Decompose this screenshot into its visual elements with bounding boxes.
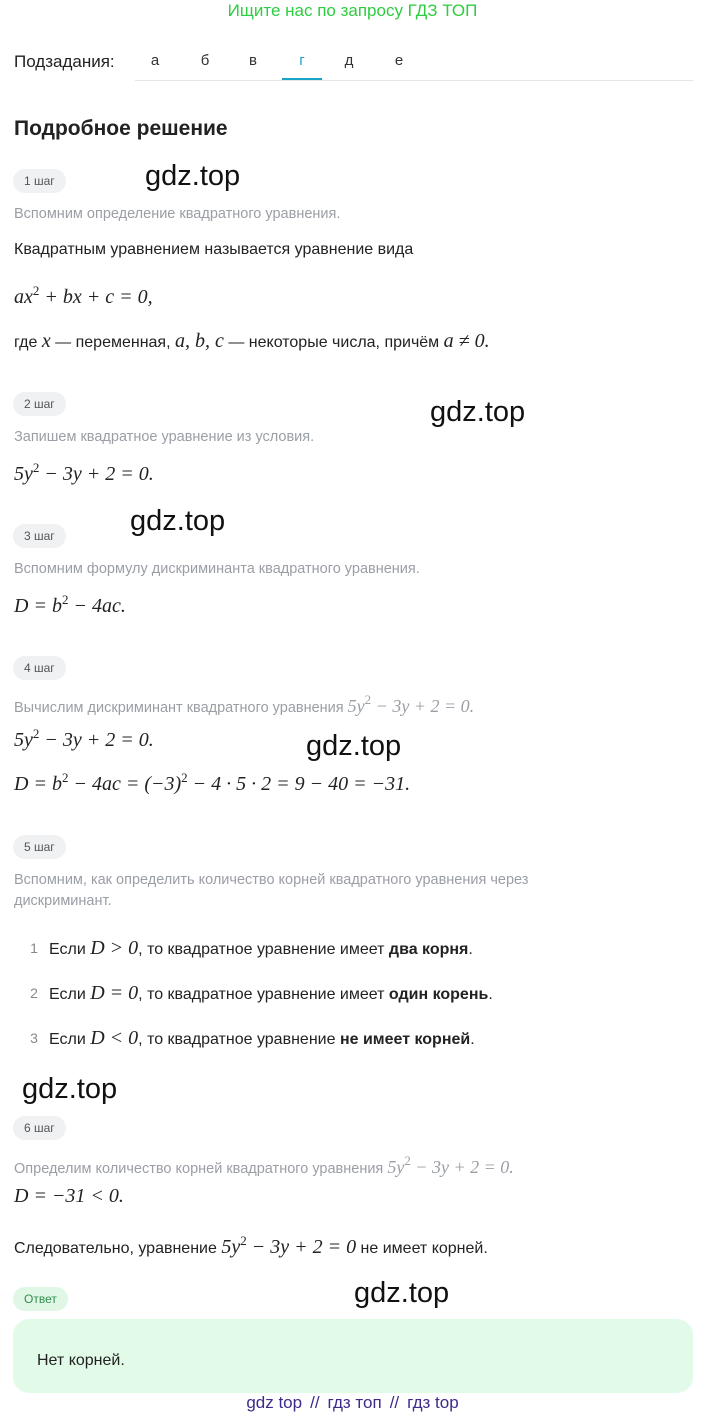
discriminant-calc: $D = b^2 - 4ac = (-3)^2 - 4 \cdot 5 \cdot 2 = 9 - 40 = -31$. <box>14 770 411 795</box>
list-number: 3 <box>30 1030 38 1046</box>
item-pre: Если <box>49 1031 86 1048</box>
tab-v[interactable]: в <box>249 52 257 69</box>
item-post: , то квадратное уравнение <box>138 1031 336 1048</box>
step-1-formula: $ax^2$ + bx + c = 0, <box>14 283 153 308</box>
subtasks-label: Подзадания: <box>14 52 115 71</box>
step-6-badge: 6 шаг <box>13 1116 66 1140</box>
item-bold: два корня <box>388 941 469 958</box>
step-5-hint-line1: Вспомним, как определить количество корней квадратного уравнения через <box>14 872 529 888</box>
watermark: gdz.top <box>22 1073 118 1105</box>
tab-d[interactable]: д <box>344 52 354 69</box>
item-end: . <box>468 941 473 958</box>
step-2-badge: 2 шаг <box>13 392 66 416</box>
condition-d-eq-0: D = 0 <box>90 982 139 1004</box>
watermark: gdz.top <box>130 505 226 537</box>
step-1-where <box>14 330 490 353</box>
tab-b[interactable]: б <box>200 52 210 69</box>
list-number: 1 <box>30 940 38 956</box>
item-post: , то квадратное уравнение имеет <box>138 941 385 958</box>
var-x: x <box>41 330 51 352</box>
step-5-badge: 5 шаг <box>13 835 66 859</box>
tab-a[interactable]: а <box>150 52 160 69</box>
answer-badge: Ответ <box>13 1287 68 1311</box>
step-4-badge: 4 шаг <box>13 656 66 680</box>
step-3-badge: 3 шаг <box>13 524 66 548</box>
condition-d-lt-0: D < 0 <box>90 1027 139 1049</box>
conclusion <box>14 1233 488 1259</box>
footer-link-1[interactable]: gdz top <box>246 1393 303 1412</box>
watermark: gdz.top <box>430 396 526 428</box>
step-1-hint: Вспомним определение квадратного уравнения. <box>14 206 341 222</box>
answer-text: Нет корней. <box>37 1352 125 1369</box>
item-post: , то квадратное уравнение имеет <box>138 986 385 1003</box>
watermark: gdz.top <box>354 1277 450 1309</box>
step-4-hint <box>14 689 474 719</box>
vars-abc: a, b, c <box>175 330 224 352</box>
step-5-hint-line2: дискриминант. <box>14 893 112 909</box>
conclusion-post: не имеет корней. <box>360 1240 488 1257</box>
tab-e[interactable]: е <box>394 52 404 69</box>
step-4-hint-text: Вычислим дискриминант квадратного уравнения <box>14 700 344 716</box>
tabs-divider <box>135 80 693 81</box>
item-pre: Если <box>49 941 86 958</box>
item-bold: не имеет корней <box>339 1031 471 1048</box>
watermark: gdz.top <box>306 730 402 762</box>
item-end: . <box>470 1031 475 1048</box>
step-2-equation: $5y^2 - 3y + 2 = 0$. <box>14 460 154 485</box>
footer-sep: // <box>389 1393 400 1412</box>
tab-g[interactable]: г <box>299 52 305 69</box>
watermark: gdz.top <box>145 160 241 192</box>
discriminant-formula: $D = b^2 - 4ac$. <box>14 592 126 617</box>
step-6-hint <box>14 1150 514 1180</box>
item-bold: один корень <box>388 986 489 1003</box>
section-title: Подробное решение <box>14 117 228 140</box>
list-item <box>49 1027 475 1050</box>
step-3-hint: Вспомним формулу дискриминанта квадратного уравнения. <box>14 561 420 577</box>
condition-d-gt-0: D > 0 <box>90 937 139 959</box>
step-4-hint-equation: $5y^2 - 3y + 2 = 0$. <box>347 692 475 716</box>
footer-link-3[interactable]: гдз top <box>407 1393 459 1412</box>
item-end: . <box>488 986 493 1003</box>
list-item <box>49 982 493 1005</box>
step-4-equation: $5y^2 - 3y + 2 = 0$. <box>14 726 154 751</box>
footer-links <box>0 1393 705 1413</box>
active-tab-indicator <box>282 78 322 80</box>
step-1-text: Квадратным уравнением называется уравнение вида <box>14 241 414 258</box>
a-not-zero: a ≠ 0. <box>443 330 490 352</box>
conclusion-equation: $5y^2 - 3y + 2 = 0$ <box>221 1233 357 1258</box>
where-mid2: — некоторые числа, причём <box>228 334 440 351</box>
footer-link-2[interactable]: гдз топ <box>327 1393 382 1412</box>
list-number: 2 <box>30 985 38 1001</box>
list-item <box>49 937 473 960</box>
conclusion-pre: Следовательно, уравнение <box>14 1240 217 1257</box>
step-6-hint-text: Определим количество корней квадратного уравнения <box>14 1161 384 1177</box>
search-banner: Ищите нас по запросу ГДЗ ТОП <box>227 1 478 20</box>
d-negative: D = −31 < 0. <box>14 1185 124 1207</box>
footer-sep: // <box>310 1393 320 1412</box>
where-pre: где <box>14 334 38 351</box>
step-6-hint-equation: $5y^2 - 3y + 2 = 0$. <box>387 1153 514 1177</box>
step-1-badge: 1 шаг <box>13 169 66 193</box>
step-2-hint: Запишем квадратное уравнение из условия. <box>14 429 315 445</box>
where-mid1: — переменная, <box>55 334 171 351</box>
item-pre: Если <box>49 986 86 1003</box>
